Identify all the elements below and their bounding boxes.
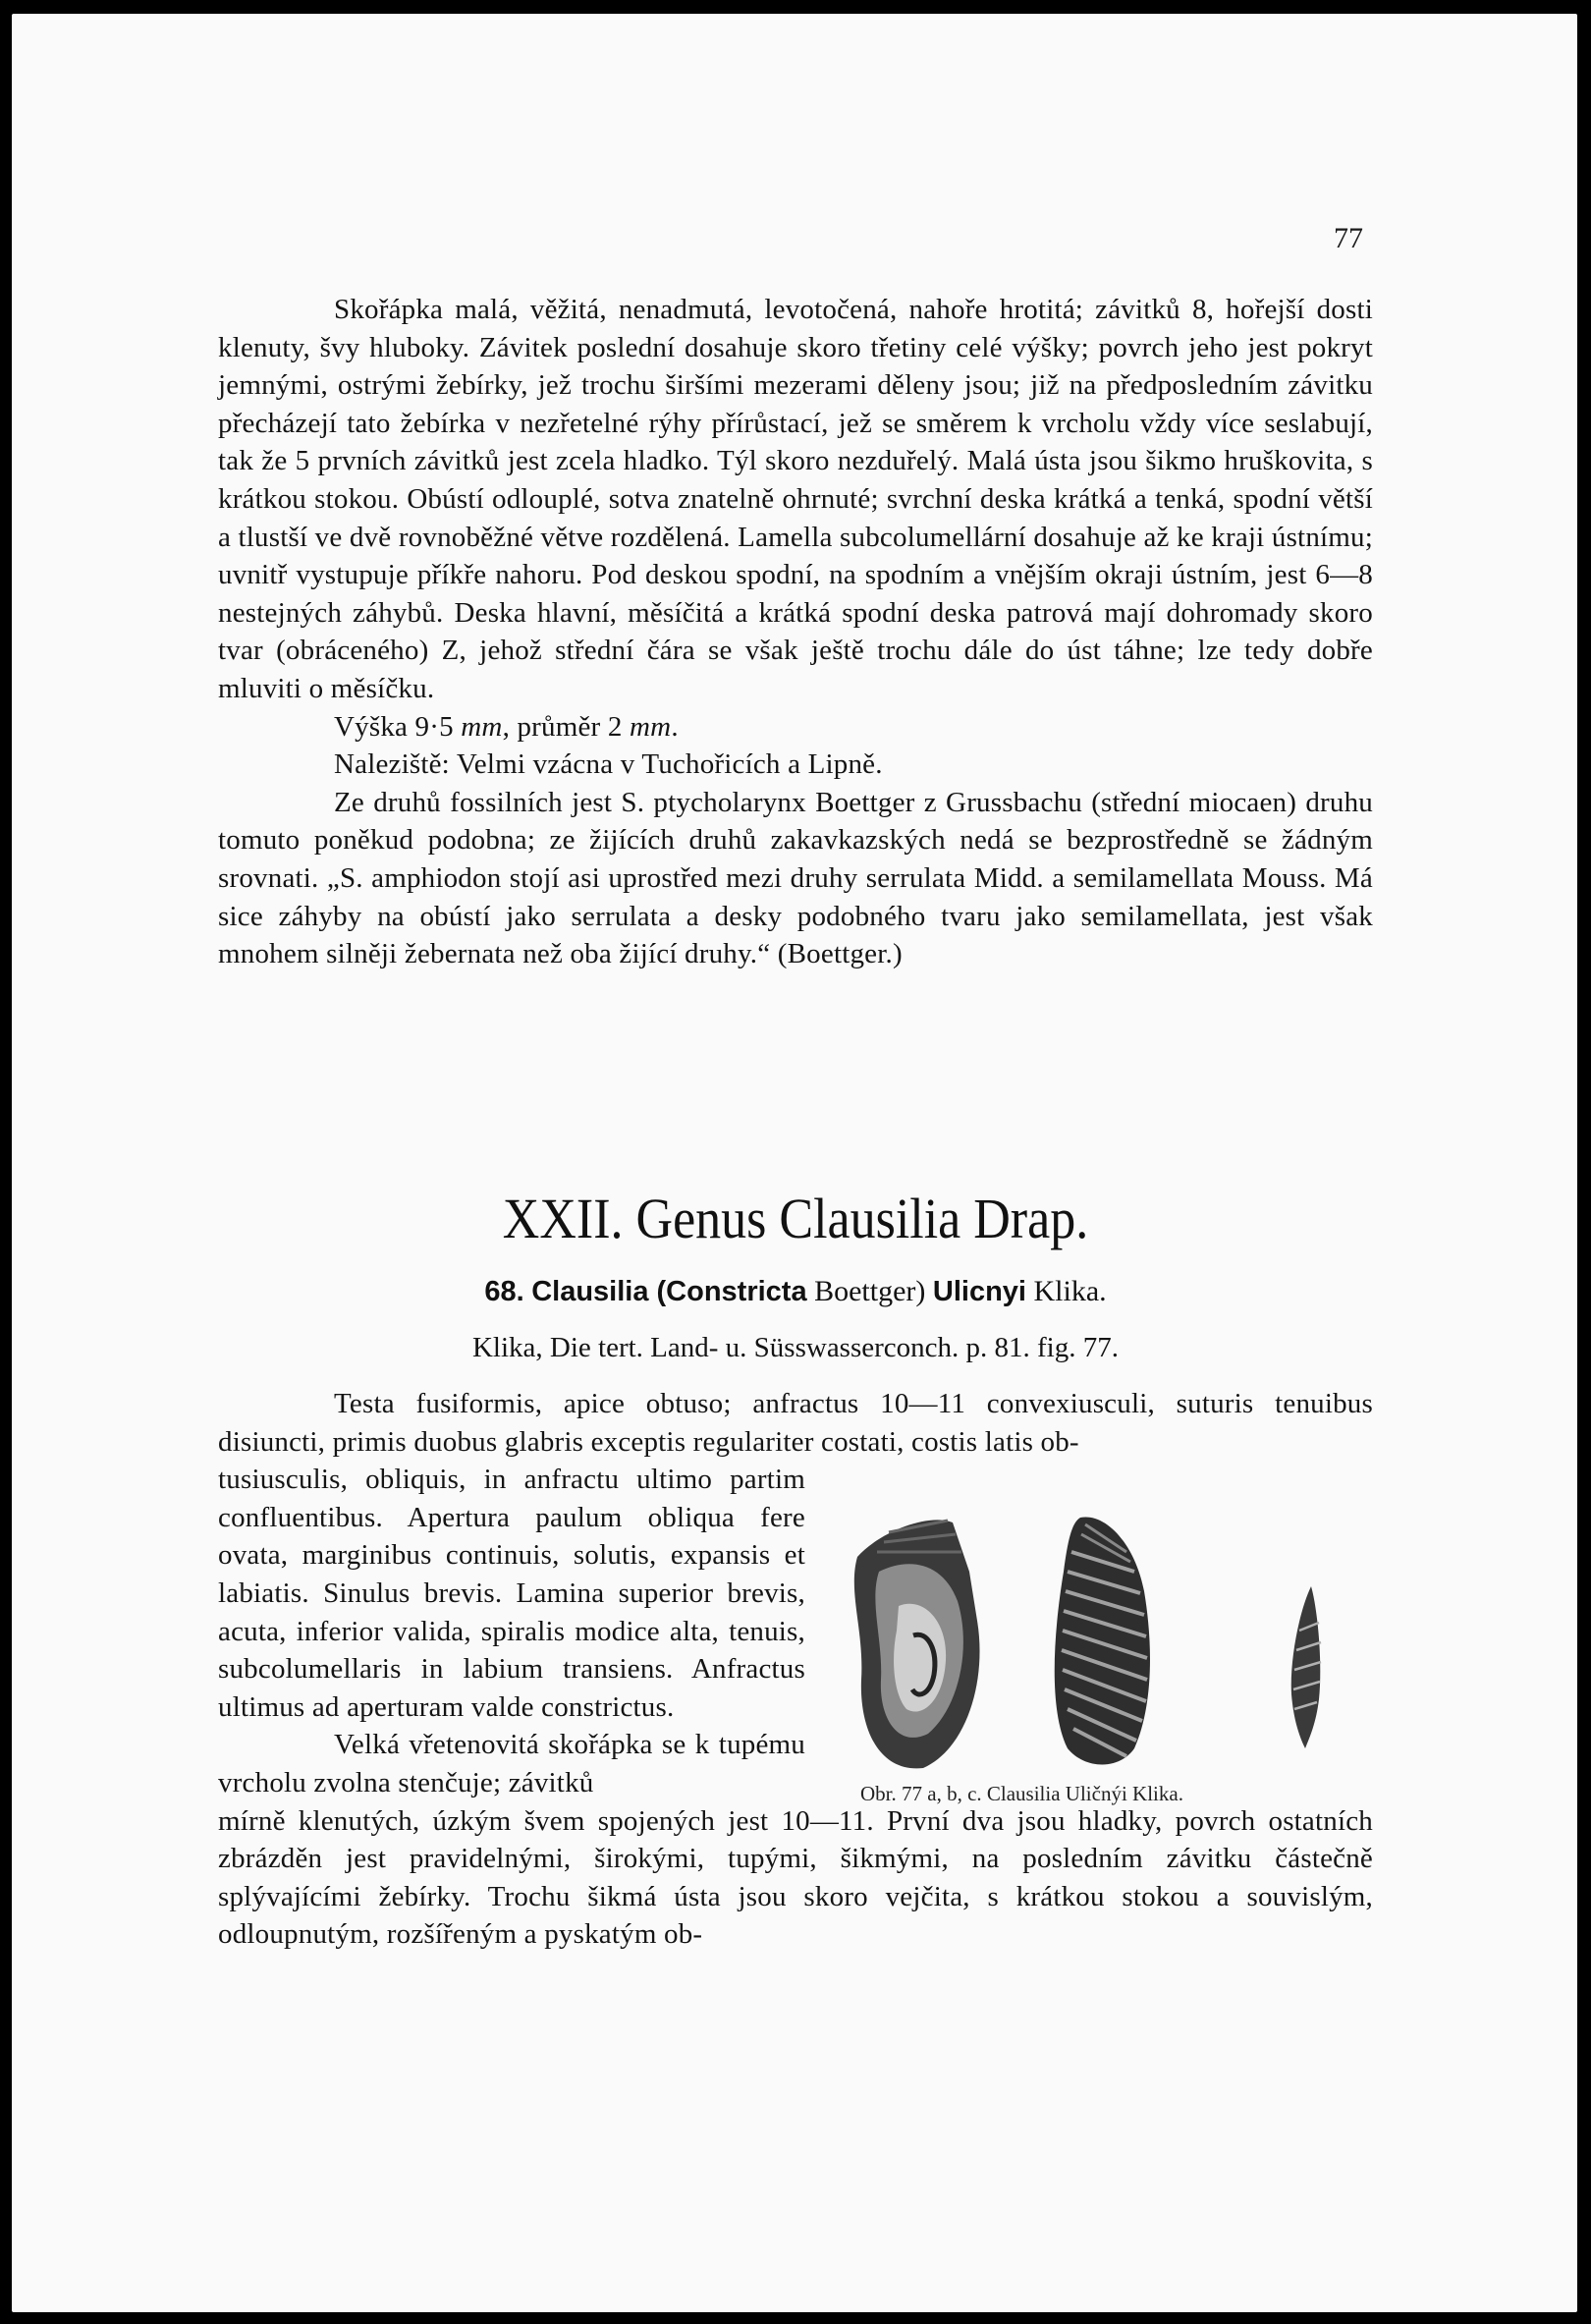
paragraph-size bbox=[218, 708, 1373, 747]
species-number: 68. bbox=[484, 1276, 524, 1307]
size-label: Výška 9·5 bbox=[334, 710, 462, 743]
genus-heading: XXII. Genus Clausilia Drap. bbox=[502, 1188, 1089, 1251]
species-author2: Klika. bbox=[1033, 1275, 1107, 1307]
size-end: . bbox=[671, 710, 679, 743]
latin-wide: Testa fusiformis, apice obtuso; anfractus 10—11 convexiusculi, suturis tenuibus disiuncti, primis duobus glabris exceptis regulariter costati, costis latis ob- bbox=[218, 1388, 1373, 1458]
page-number: 77 bbox=[1334, 222, 1363, 254]
unit-mm-2: mm bbox=[630, 710, 672, 743]
species-heading bbox=[0, 1275, 1591, 1308]
description-block bbox=[218, 291, 1373, 973]
size-mid: , průměr 2 bbox=[502, 710, 631, 743]
paragraph-comparison: Ze druhů fossilních jest S. ptycholarynx Boettger z Grussbachu (střední miocaen) druhu tomuto poněkud podobna; ze žijících druhů zakavkazských nedá se bezprostředně se žádným srovnati. „S. amphiodon stojí asi uprostřed mezi druhy serrulata Midd. a semilamellata Mouss. Má sice záhyby na obústí jako serrulata a desky podobného tvaru jako semilamellata, jest však mnohem silněji žebernata než oba žijící druhy.“ (Boettger.) bbox=[218, 786, 1373, 970]
paragraph-description: Skořápka malá, věžitá, nenadmutá, levotočená, nahoře hrotitá; závitků 8, hořejší dosti klenuty, švy hluboky. Závitek poslední dosahuje skoro třetiny celé výšky; povrch jeho jest pokryt jemnými, ostrými žebírky, jež trochu širšími mezerami děleny jsou; již na předposledním závitku přecházejí tato žebírka v nezřetelné rýhy přírůstací, jež se směrem k vrcholu vždy více seslabují, tak že 5 prvních závitků jest zcela hladko. Týl skoro nezduřelý. Malá ústa jsou šikmo hruškovita, s krátkou stokou. Obústí odlouplé, sotva znatelně ohrnuté; svrchní deska krátká a tenká, spodní větší a tlustší ve dvě rovnoběžné větve rozdělená. Lamella subcolumellární dosahuje až ke kraji ústnímu; uvnitř vystupuje příkře nahoru. Pod deskou spodní, na spodním a vnějším okraji ústním, jest 6—8 nestejných záhybů. Deska hlavní, měsíčitá a krátká spodní deska patrová mají dohromady skoro tvar (obráceného) Z, jehož střední čára se však ještě trochu dále do úst táhne; lze tedy dobře mluviti o měsíčku. bbox=[218, 294, 1373, 704]
shell-figure bbox=[840, 1513, 1350, 1778]
czech-narrow: Velká vřetenovitá skořápka se k tupému vrcholu zvolna stenčuje; závitků bbox=[218, 1729, 805, 1798]
latin-narrow: tusiusculis, obliquis, in anfractu ultimo partim confluentibus. Apertura paulum obliqua fere ovata, marginibus continuis, solutis, expansis et labiatis. Sinulus brevis. Lamina superior brevis, acuta, inferior valida, spiralis modice alta, tenuis, subcolumellaris in labium transiens. Anfractus ultimus ad aperturam valde constrictus. bbox=[218, 1464, 805, 1723]
czech-wide: mírně klenutých, úzkým švem spojených jest 10—11. První dva jsou hladky, povrch ostatních zbrázděn jest pravidelnými, širokými, tupými, šikmými, na posledním závitku částečně splývajícími žebírky. Trochu šikmá ústa jsou skoro vejčita, s krátkou stokou a souvislým, odloupnutým, rozšířeným a pyskatým ob- bbox=[218, 1804, 1373, 1951]
paragraph-locality: Naleziště: Velmi vzácna v Tuchořicích a Lipně. bbox=[334, 748, 883, 781]
reference-line: Klika, Die tert. Land- u. Süsswasserconch. p. 81. fig. 77. bbox=[471, 1332, 1119, 1363]
shell-aperture-view bbox=[854, 1520, 980, 1768]
species-name: Ulicnyi bbox=[932, 1276, 1026, 1307]
shell-full-view bbox=[1291, 1586, 1321, 1748]
shell-dorsal-view bbox=[1055, 1517, 1150, 1764]
species-author: Boettger) bbox=[814, 1275, 926, 1307]
unit-mm: mm bbox=[461, 710, 503, 743]
figure-caption: Obr. 77 a, b, c. Clausilia Uličnýi Klika. bbox=[860, 1782, 1183, 1805]
species-genus: Clausilia (Constricta bbox=[531, 1276, 807, 1307]
